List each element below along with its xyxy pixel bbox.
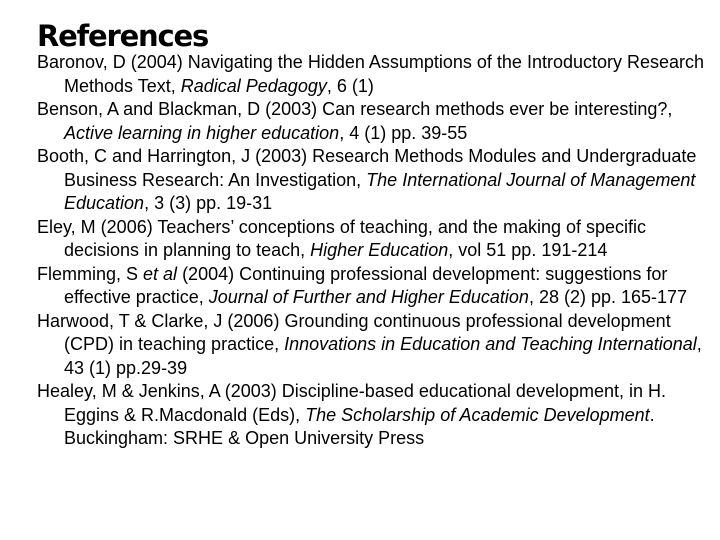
reference-source: Innovations in Education and Teaching International — [284, 334, 697, 354]
reference-source: Active learning in higher education — [64, 122, 340, 143]
page-title: References — [37, 19, 209, 53]
reference-item — [37, 51, 717, 98]
reference-text: Healey, M & Jenkins, A (2003) Discipline-based educational development, in H. Eggins & R.Macdonald (Eds), — [37, 381, 667, 425]
reference-item — [37, 263, 717, 310]
reference-details: , vol 51 pp. 191-214 — [448, 240, 608, 260]
reference-source: The International Journal of Management Education — [64, 169, 696, 213]
reference-source: The Scholarship of Academic Development — [305, 404, 650, 425]
reference-text-continued: (2004) Continuing professional development: suggestions for effective practice, — [64, 263, 668, 307]
reference-details: , 4 (1) pp. 39-55 — [339, 122, 468, 143]
reference-details: . Buckingham: SRHE & Open University Press — [64, 404, 655, 448]
reference-text: Baronov, D (2004) Navigating the Hidden Assumptions of the Introductory Research Methods Text, — [37, 52, 705, 96]
reference-item — [37, 310, 717, 381]
reference-list — [37, 51, 717, 451]
reference-text: Flemming, S — [37, 263, 144, 284]
reference-et-al: et al — [143, 263, 178, 284]
reference-details: , 43 (1) pp.29-39 — [64, 334, 702, 378]
reference-item — [37, 216, 717, 263]
reference-text: Eley, M (2006) Teachers’ conceptions of teaching, and the making of specific decisions in planning to teach, — [37, 216, 647, 260]
reference-details: , 3 (3) pp. 19-31 — [144, 193, 273, 213]
reference-item — [37, 98, 717, 145]
reference-details: , 28 (2) pp. 165-177 — [528, 287, 688, 307]
reference-source: Higher Education — [310, 240, 449, 260]
reference-source: Journal of Further and Higher Education — [208, 287, 529, 307]
reference-item — [37, 380, 717, 451]
reference-text: Booth, C and Harrington, J (2003) Research Methods Modules and Undergraduate Business Research: An Investigation, — [37, 146, 697, 190]
reference-text: Benson, A and Blackman, D (2003) Can research methods ever be interesting?, — [37, 99, 673, 119]
reference-item — [37, 145, 717, 216]
reference-text: Harwood, T & Clarke, J (2006) Grounding continuous professional development (CPD) in teaching practice, — [37, 310, 671, 354]
reference-source: Radical Pedagogy — [180, 75, 327, 96]
reference-details: , 6 (1) — [326, 75, 374, 96]
